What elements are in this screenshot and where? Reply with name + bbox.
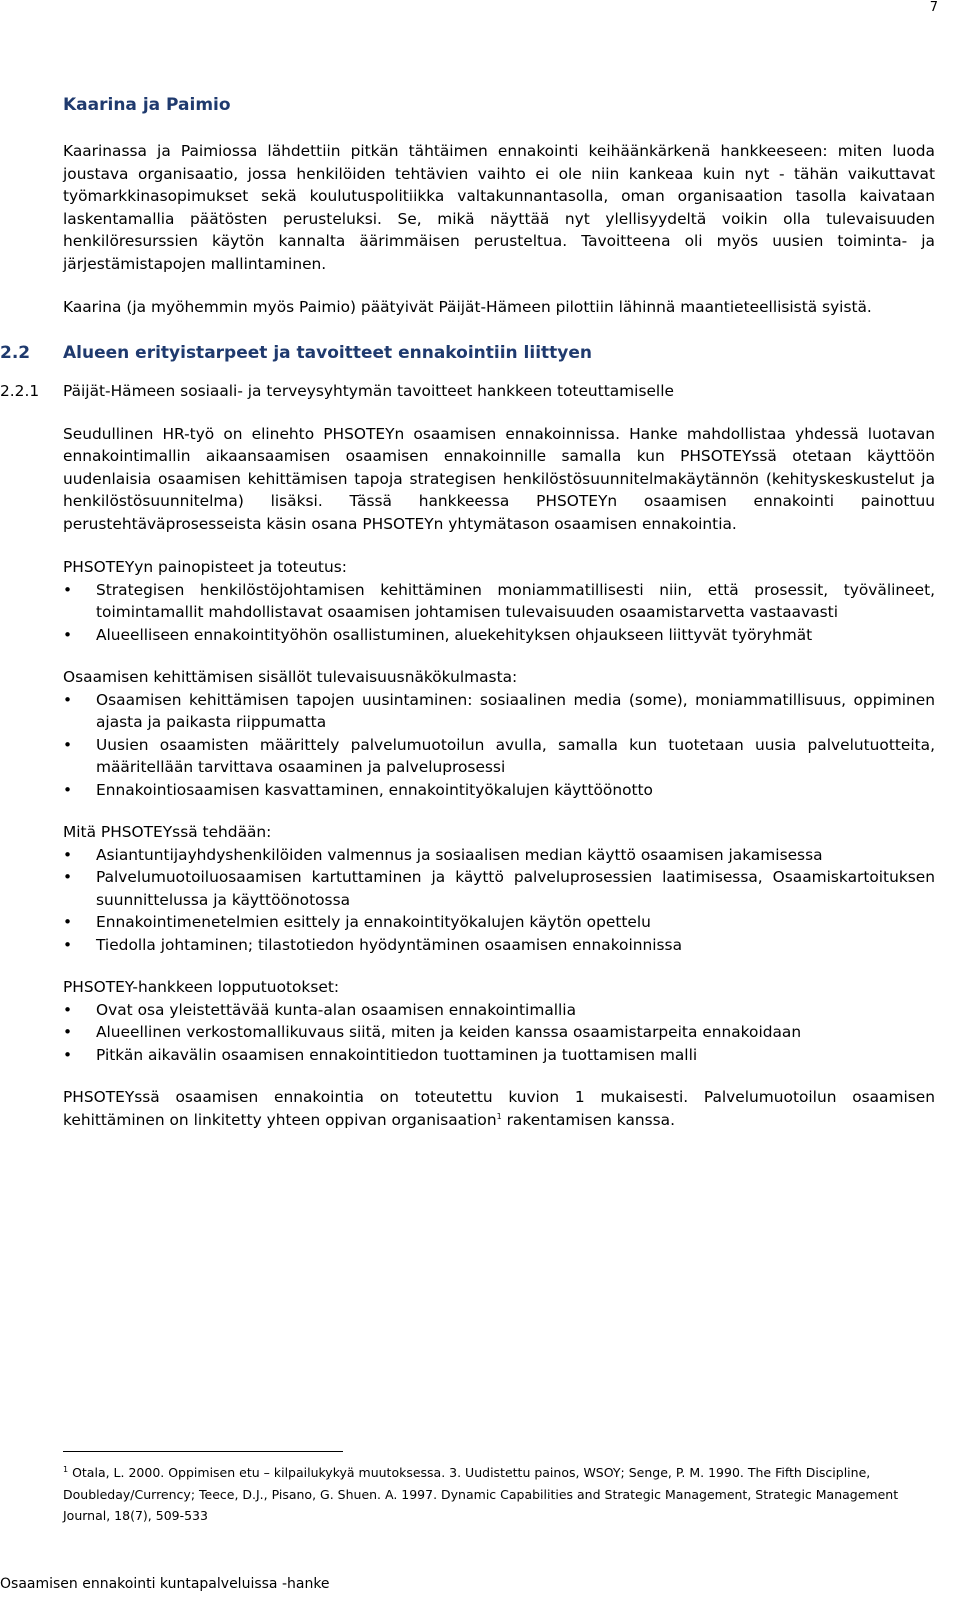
heading-2-2-number: 2.2: [0, 342, 31, 363]
list-item-text: Strategisen henkilöstöjohtamisen kehittäminen moniammatillisesti niin, että prosessit, työvälineet, toimintamallit mahdollistavat osaamisen johtamisen tulevaisuuden osaamistarvetta vastaavasti: [96, 580, 935, 621]
bullet-list: [63, 999, 935, 1067]
list-lead: PHSOTEYyn painopisteet ja toteutus:: [63, 558, 347, 576]
list-item-text: Alueellinen verkostomallikuvaus siitä, miten ja keiden kanssa osaamistarpeita ennakoidaan: [96, 1023, 802, 1041]
main-paragraph: Seudullinen HR-työ on elinehto PHSOTEYn osaamisen ennakoinnissa. Hanke mahdollistaa yhdessä luotavan ennakointimallin aikaansaamisen osaamisen ennakoinnille samalla kun PHSOTEYssä otetaan käyttöön uudenlaisia osaamisen kehittämisen tapoja strategisen henkilöstösuunnitelmakäytännön (kehityskeskustelut ja henkilöstösuunnitelma) lisäksi. Tässä hankkeessa PHSOTEYn osaamisen ennakointi painottuu perustehtäväprosesseista käsin osana PHSOTEYn yhtymätason osaamisen ennakointia.: [63, 424, 935, 533]
list-item-text: Osaamisen kehittämisen tapojen uusintaminen: sosiaalinen media (some), moniammatillisuus, oppiminen ajasta ja paikasta riippumatta: [96, 690, 935, 731]
list-item-text: Ennakointiosaamisen kasvattaminen, ennakointityökalujen käyttöönotto: [96, 780, 653, 799]
bullet-icon: •: [63, 1023, 73, 1041]
list-item-text: Uusien osaamisten määrittely palvelumuotoilun avulla, samalla kun tuotetaan uusia palvelutuotteita, määritellään tarvittava osaaminen ja palveluprosessi: [96, 735, 935, 776]
footnote-divider: [63, 1451, 343, 1452]
heading-2-2-text: Alueen erityistarpeet ja tavoitteet ennakointiin liittyen: [63, 342, 592, 363]
bullet-lists: [63, 556, 935, 1066]
section-title: Kaarina ja Paimio: [63, 95, 231, 115]
list-block: [63, 666, 935, 801]
list-lead: PHSOTEY-hankkeen lopputuotokset:: [63, 978, 340, 996]
list-item: [63, 779, 935, 802]
list-item-text: Asiantuntijayhdyshenkilöiden valmennus ja sosiaalisen median käyttö osaamisen jakamisessa: [96, 845, 823, 864]
bullet-list: [63, 844, 935, 957]
heading-2-2: [0, 340, 935, 366]
page-footer: Osaamisen ennakointi kuntapalveluissa -hanke: [0, 1576, 330, 1592]
main-content: [0, 92, 935, 1152]
bullet-icon: •: [63, 625, 73, 644]
list-block: [63, 821, 935, 956]
list-item: [63, 1021, 935, 1044]
bullet-icon: •: [63, 735, 73, 754]
list-item: [63, 844, 935, 867]
heading-2-2-1-text: Päijät-Hämeen sosiaali- ja terveysyhtymän tavoitteet hankkeen toteuttamiselle: [63, 381, 674, 400]
bullet-icon: •: [63, 935, 73, 954]
list-item: [63, 734, 935, 779]
list-item: [63, 1044, 935, 1067]
closing-text-before: PHSOTEYssä osaamisen ennakointia on toteutettu kuvion 1 mukaisesti. Palvelumuotoilun osaamisen kehittäminen on linkitetty yhteen oppivan organisaation: [63, 1088, 935, 1129]
footnote-marker: 1: [63, 1464, 69, 1474]
list-item: [63, 689, 935, 734]
heading-2-2-1-number: 2.2.1: [0, 381, 40, 400]
bullet-icon: •: [63, 1045, 73, 1064]
heading-2-2-1: [0, 379, 935, 403]
bullet-list: [63, 689, 935, 802]
list-item-text: Ennakointimenetelmien esittely ja ennakointityökalujen käytön opettelu: [96, 913, 651, 931]
list-item-text: Tiedolla johtaminen; tilastotiedon hyödyntäminen osaamisen ennakoinnissa: [96, 935, 683, 954]
bullet-icon: •: [63, 868, 73, 886]
list-block: [63, 976, 935, 1066]
bullet-icon: •: [63, 580, 73, 599]
page-number: 7: [929, 0, 938, 15]
footnote: [63, 1462, 935, 1527]
closing-paragraph: [63, 1086, 935, 1131]
list-item: [63, 624, 935, 647]
list-item-text: Pitkän aikavälin osaamisen ennakointitiedon tuottaminen ja tuottamisen malli: [96, 1045, 698, 1064]
bullet-icon: •: [63, 845, 73, 864]
bullet-list: [63, 579, 935, 647]
list-block: [63, 556, 935, 646]
closing-text-after: rakentamisen kanssa.: [501, 1110, 675, 1129]
footnote-text: Otala, L. 2000. Oppimisen etu – kilpailukykyä muutoksessa. 3. Uudistettu painos, WSOY; Senge, P. M. 1990. The Fifth Discipline, Doubleday/Currency; Teece, D.J., Pisano, G. Shuen. A. 1997. Dynamic Capabilities and Strategic Management, Strategic Management Journal, 18(7), 509-533: [63, 1465, 899, 1523]
list-item-text: Ovat osa yleistettävää kunta-alan osaamisen ennakointimallia: [96, 1000, 577, 1019]
intro-paragraph-1: Kaarinassa ja Paimiossa lähdettiin pitkän tähtäimen ennakointi keihäänkärkenä hankkeeseen: miten luoda joustava organisaatio, jossa henkilöiden tehtävien vaihto ei ole niin kankeaa kuin nyt - tähän vaikuttavat työmarkkinasopimukset sekä koulutuspolitiikka valtakunnantasolla, oman organisaation tasolla kaivataan laskentamallia päätösten perusteluksi. Se, mikä näyttää nyt ylellisyydeltä voikin olla tulevaisuuden henkilöresurssien käytön kannalta äärimmäisen perusteltua. Tavoitteena oli myös uusien toiminta- ja järjestämistapojen mallintaminen.: [63, 142, 935, 273]
bullet-icon: •: [63, 1000, 73, 1019]
bullet-icon: •: [63, 690, 73, 709]
footnote-reference: 1: [496, 1111, 502, 1121]
list-item: [63, 934, 935, 957]
bullet-icon: •: [63, 780, 73, 799]
list-item-text: Palvelumuotoiluosaamisen kartuttaminen ja käyttö palveluprosessien laatimisessa, Osaamiskartoituksen suunnittelussa ja käyttöönotossa: [96, 868, 935, 909]
list-item: [63, 999, 935, 1022]
list-item-text: Alueelliseen ennakointityöhön osallistuminen, aluekehityksen ohjaukseen liittyvät työryhmät: [96, 625, 813, 644]
list-lead: Mitä PHSOTEYssä tehdään:: [63, 823, 272, 841]
list-lead: Osaamisen kehittämisen sisällöt tulevaisuusnäkökulmasta:: [63, 668, 518, 686]
list-item: [63, 911, 935, 934]
bullet-icon: •: [63, 913, 73, 931]
list-item: [63, 866, 935, 911]
intro-paragraph-2: Kaarina (ja myöhemmin myös Paimio) päätyivät Päijät-Hämeen pilottiin lähinnä maantieteellisistä syistä.: [63, 298, 872, 316]
list-item: [63, 579, 935, 624]
